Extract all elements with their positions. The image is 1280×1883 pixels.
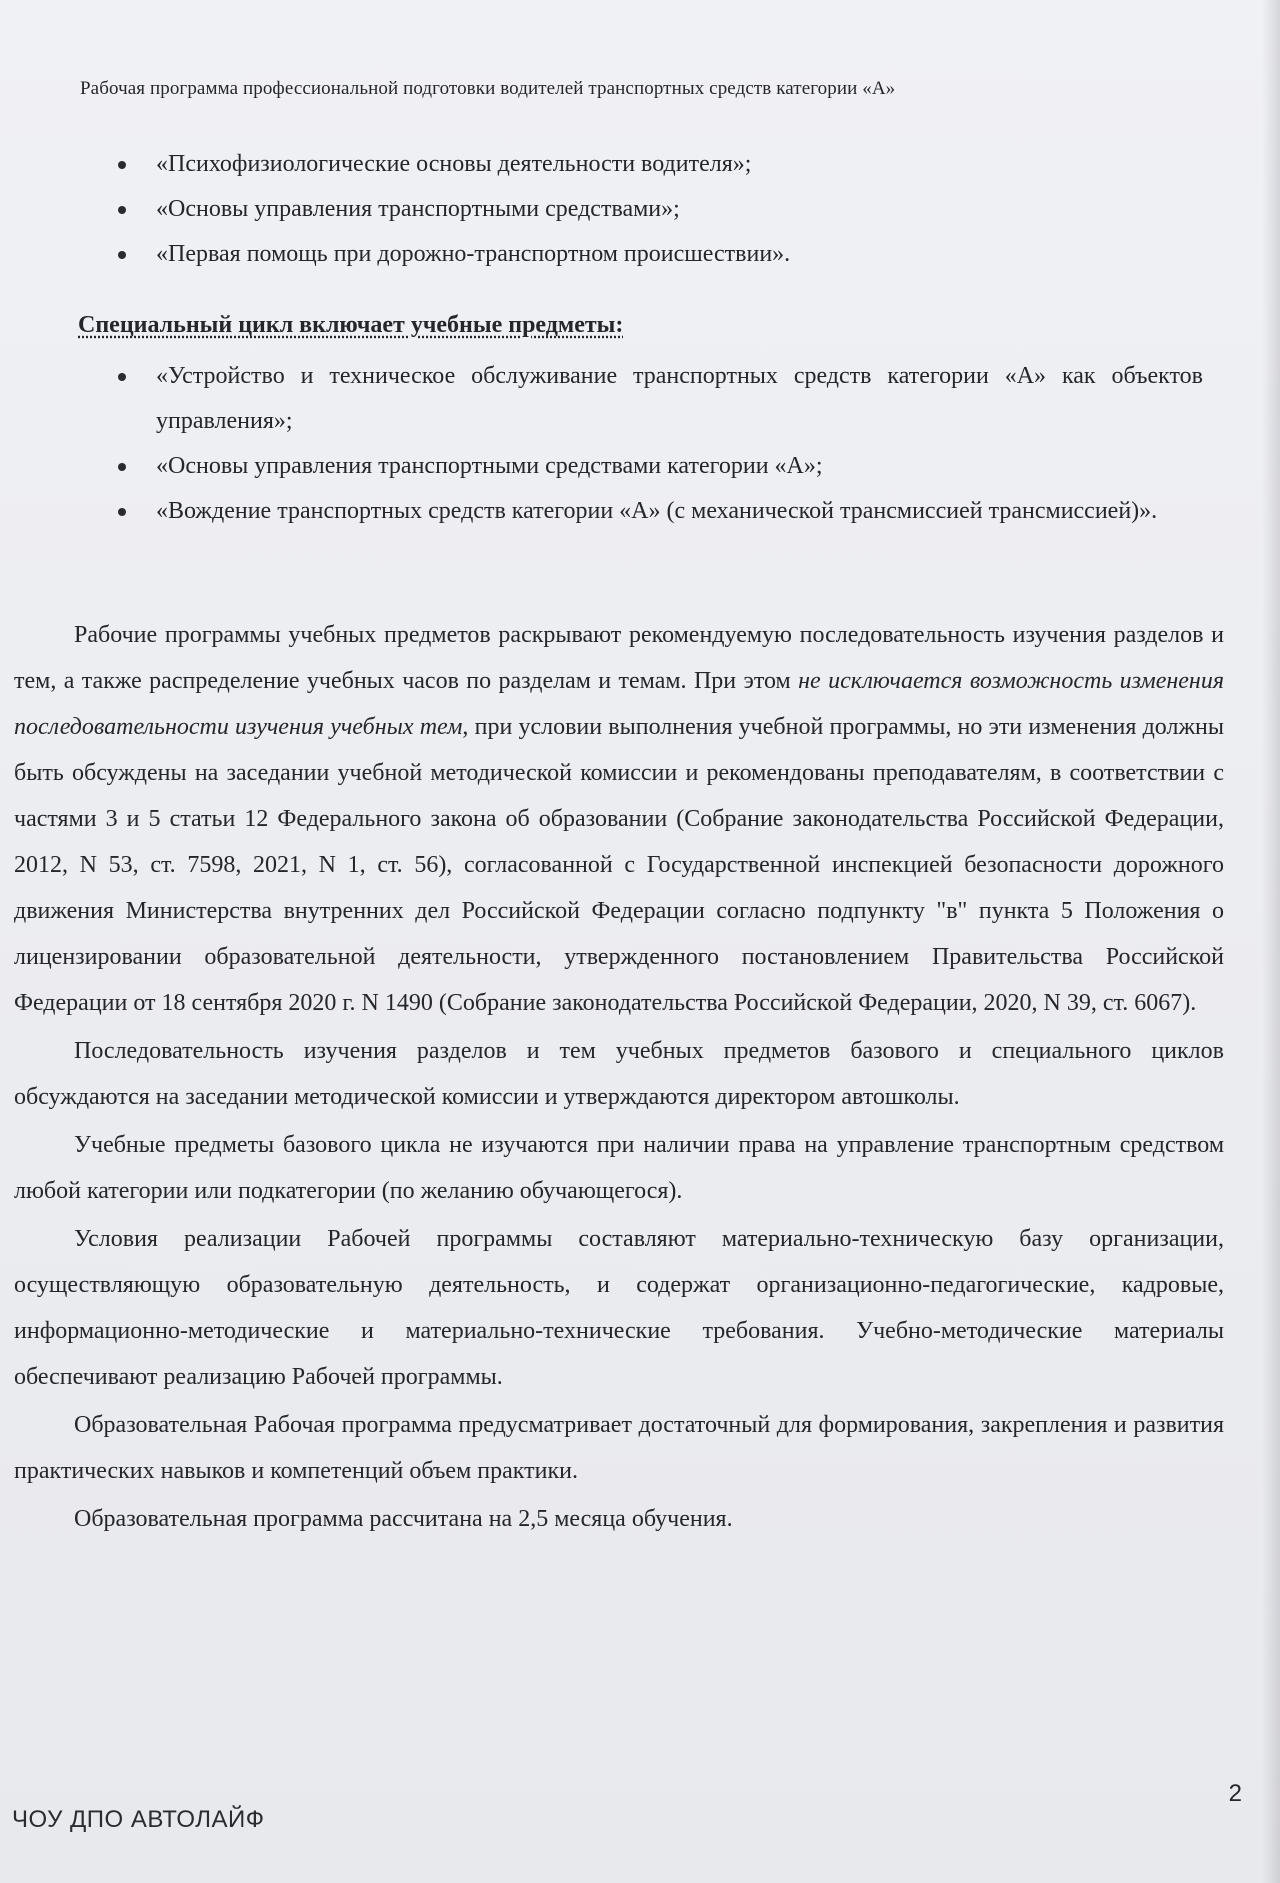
paragraph-sequence: Последовательность изучения разделов и тем учебных предметов базового и специального циклов обсуждаются на заседании методической комиссии и утверждаются директором автошколы.: [14, 1038, 1224, 1110]
paragraph-text: , при условии выполнения учебной программы, но эти изменения должны быть обсуждены на заседании учебной методической комиссии и рекомендованы преподавателям, в соответствии с частями 3 и 5 статьи 12 Федерального закона об образовании (Собрание законодательства Российской Федерации, 2012, N 53, ст. 7598, 2021, N 1, ст. 56), согласованной с Государственной инспекцией безопасности дорожного движения Министерства внутренних дел Российской Федерации согласно подпункту "в" пункта 5 Положения о лицензировании образовательной деятельности, утвержденного постановлением Правительства Российской Федерации от 18 сентября 2020 г. N 1490 (Собрание законодательства Российской Федерации, 2020, N 39, ст. 6067).: [14, 714, 1224, 1016]
paragraph-conditions: Условия реализации Рабочей программы составляют материально-техническую базу организации, осуществляющую образовательную деятельность, и содержат организационно-педагогические, кадровые, информационно-методические и материально-технические требования. Учебно-методические материалы обеспечивают реализацию Рабочей программы.: [14, 1226, 1224, 1390]
base-cycle-list: [118, 142, 1203, 277]
body-text: [14, 612, 1224, 1544]
paragraph-text: Рабочие программы учебных предметов раскрывают рекомендуемую последовательность изучения разделов и тем, а также распределение учебных часов по разделам и темам. При этом: [14, 622, 1224, 694]
list-item: «Основы управления транспортными средствами категории «А»;: [118, 444, 1203, 489]
footer-organization: ЧОУ ДПО АВТОЛАЙФ: [12, 1806, 265, 1833]
special-cycle-heading: Специальный цикл включает учебные предметы:: [78, 312, 624, 338]
special-cycle-list: [118, 354, 1203, 534]
list-item: «Основы управления транспортными средствами»;: [118, 187, 1203, 232]
page-header: Рабочая программа профессиональной подготовки водителей транспортных средств категории «А»: [80, 78, 896, 99]
list-item: «Первая помощь при дорожно-транспортном происшествии».: [118, 232, 1203, 277]
paragraph-practice: Образовательная Рабочая программа предусматривает достаточный для формирования, закрепления и развития практических навыков и компетенций объем практики.: [14, 1412, 1224, 1484]
paragraph-italic-text: не исключается возможность изменения последовательности изучения учебных тем: [14, 668, 1224, 740]
list-item: «Устройство и техническое обслуживание транспортных средств категории «А» как объектов управления»;: [118, 354, 1203, 444]
paragraph-base-cycle: Учебные предметы базового цикла не изучаются при наличии права на управление транспортным средством любой категории или подкатегории (по желанию обучающегося).: [14, 1132, 1224, 1204]
page-number: 2: [1228, 1780, 1242, 1807]
paragraph-work-programs: [14, 612, 1224, 1026]
list-item: «Психофизиологические основы деятельности водителя»;: [118, 142, 1203, 187]
list-item: «Вождение транспортных средств категории «А» (с механической трансмиссией трансмиссией)».: [118, 489, 1203, 534]
paragraph-duration: Образовательная программа рассчитана на 2,5 месяца обучения.: [74, 1506, 733, 1532]
